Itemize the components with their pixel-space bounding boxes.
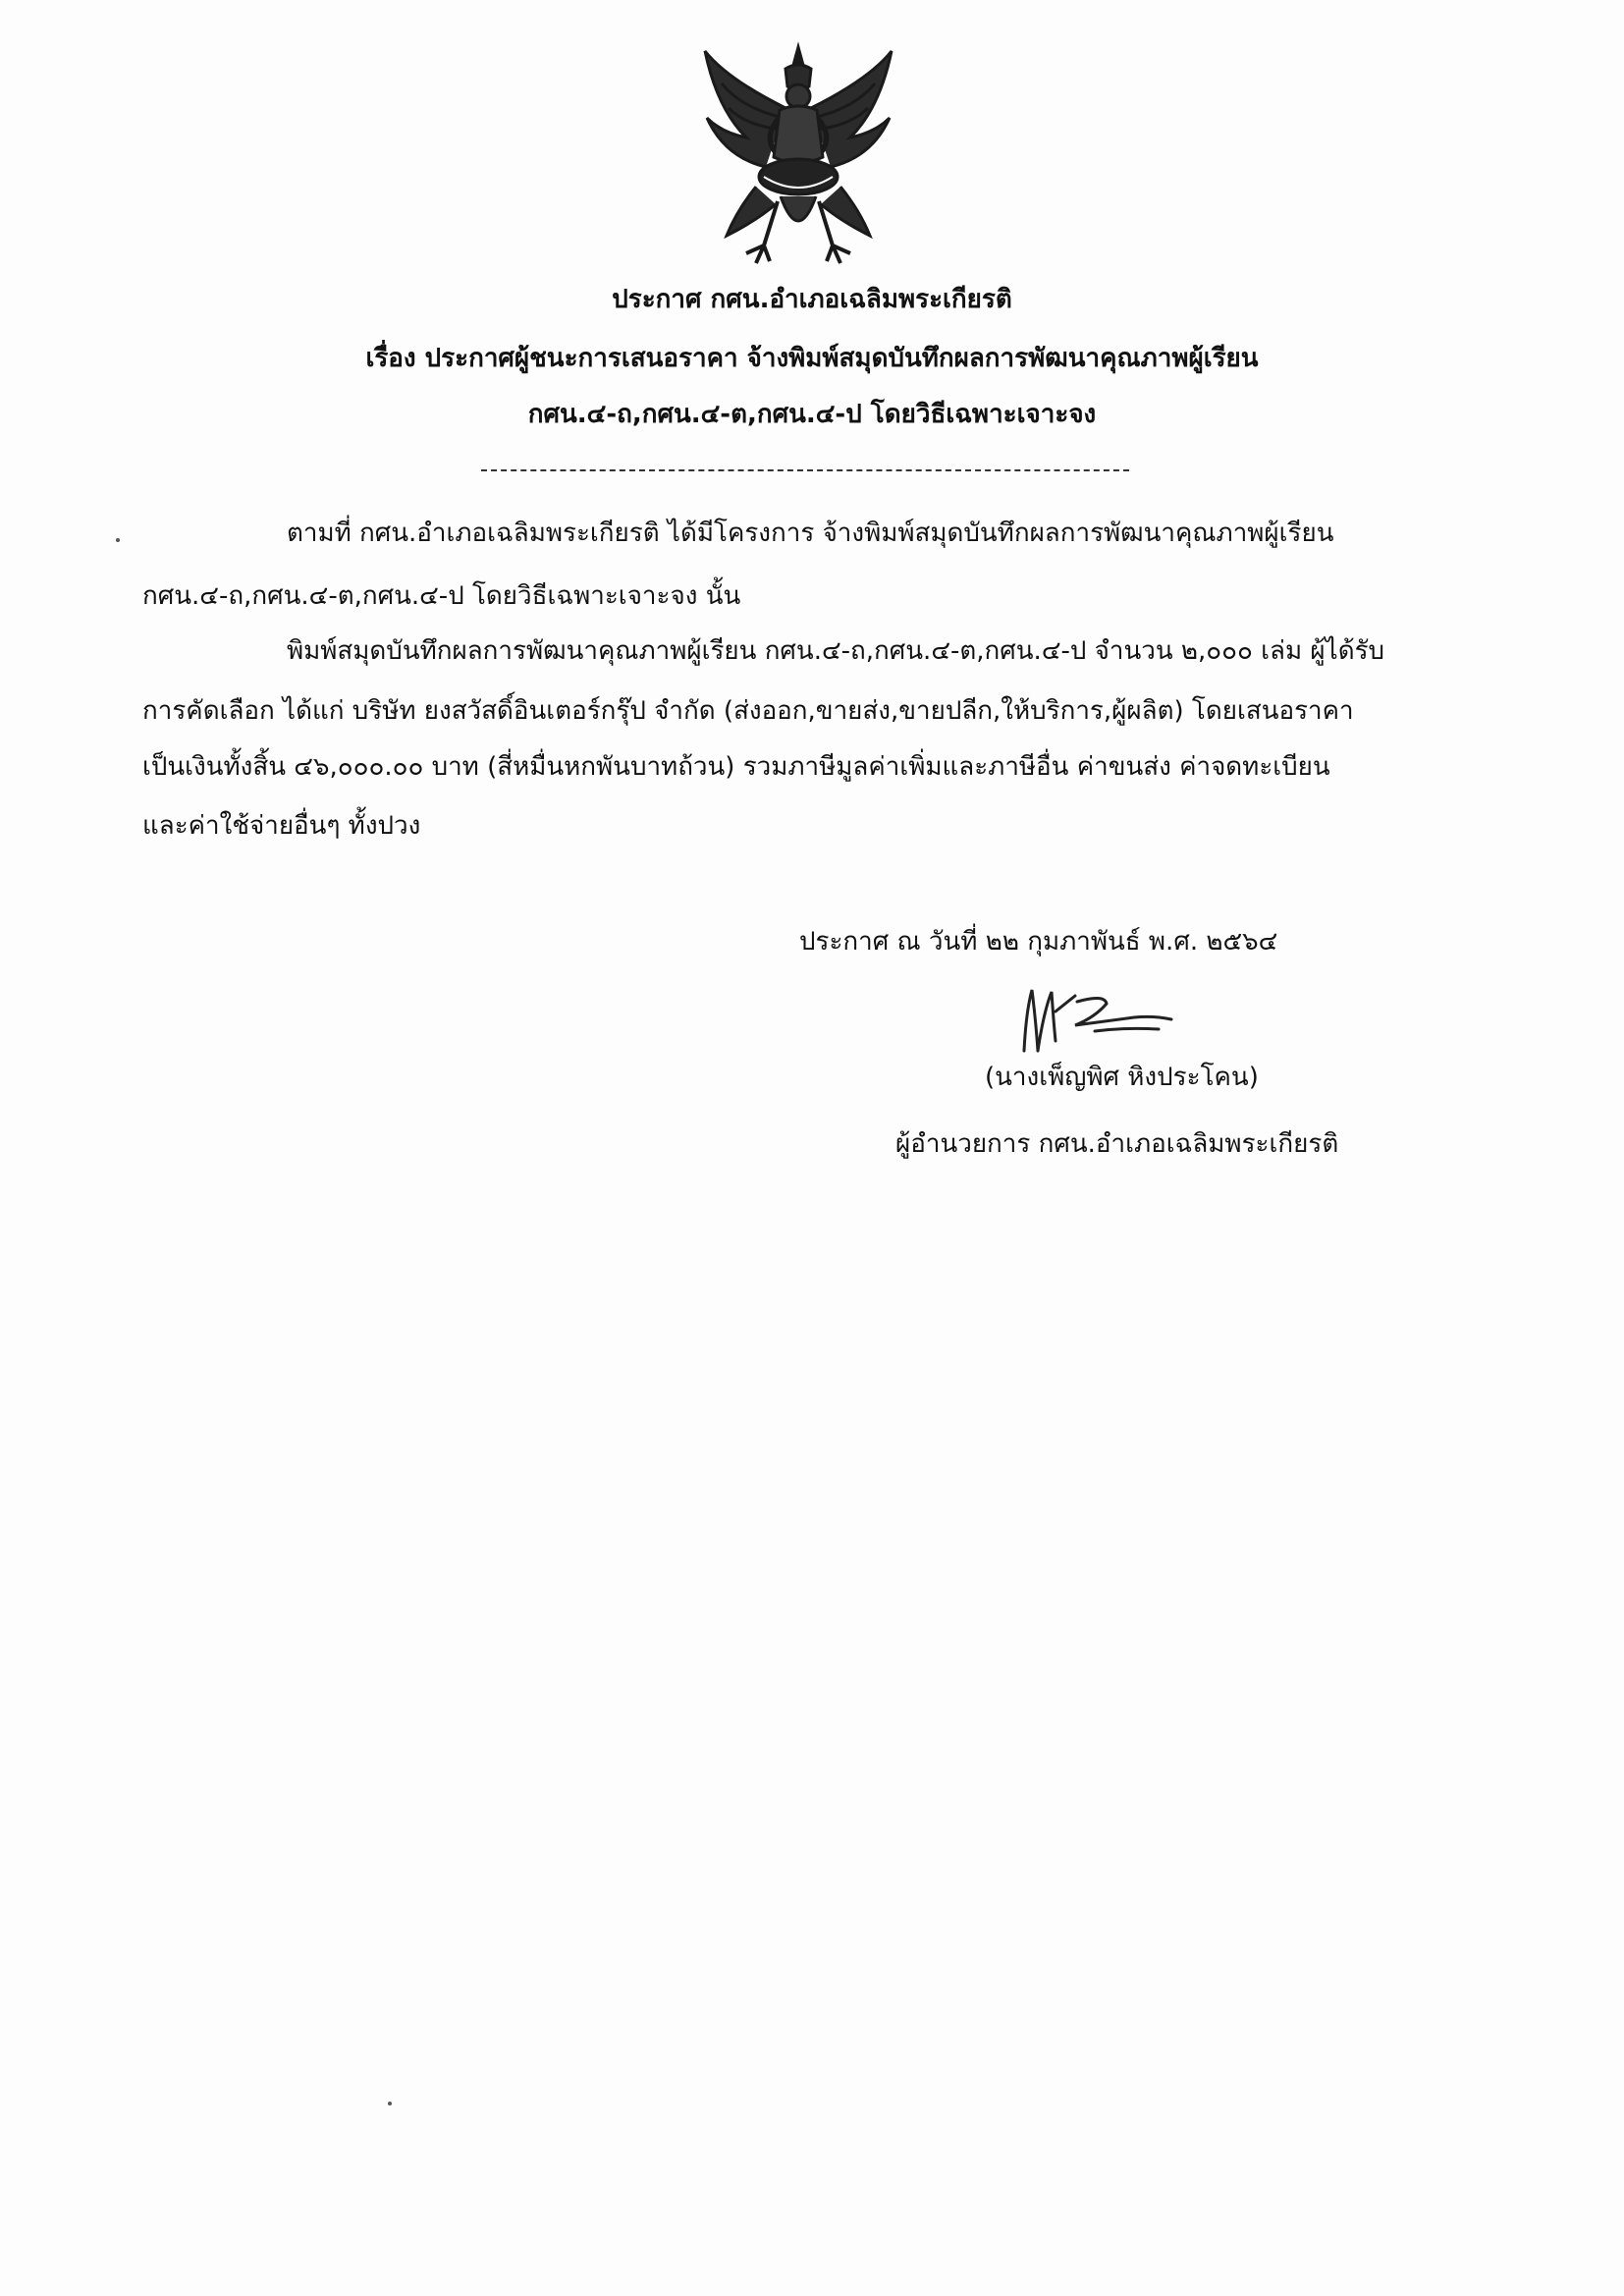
paragraph-2-line-1: พิมพ์สมุดบันทึกผลการพัฒนาคุณภาพผู้เรียน กศน.๔-ถ,กศน.๔-ต,กศน.๔-ป จำนวน ๒,๐๐๐ เล่ม ผู้ได้รับ xyxy=(287,636,1385,666)
handwritten-signature-icon xyxy=(997,982,1183,1061)
scan-speck xyxy=(388,2102,392,2105)
scan-speck xyxy=(116,538,120,542)
header-divider xyxy=(481,469,1129,471)
announcement-subject-continued: กศน.๔-ถ,กศน.๔-ต,กศน.๔-ป โดยวิธีเฉพาะเจาะจง xyxy=(527,400,1097,429)
paragraph-2-line-4: และค่าใช้จ่ายอื่นๆ ทั้งปวง xyxy=(142,811,421,841)
announcement-subject: เรื่อง ประกาศผู้ชนะการเสนอราคา จ้างพิมพ์สมุดบันทึกผลการพัฒนาคุณภาพผู้เรียน xyxy=(365,344,1259,373)
garuda-emblem-icon xyxy=(687,39,909,275)
signer-title: ผู้อำนวยการ กศน.อำเภอเฉลิมพระเกียรติ xyxy=(895,1129,1339,1159)
paragraph-1-line-2: กศน.๔-ถ,กศน.๔-ต,กศน.๔-ป โดยวิธีเฉพาะเจาะจง นั้น xyxy=(142,581,741,611)
announcement-date: ประกาศ ณ วันที่ ๒๒ กุมภาพันธ์ พ.ศ. ๒๕๖๔ xyxy=(799,927,1278,957)
announcement-title: ประกาศ กศน.อำเภอเฉลิมพระเกียรติ xyxy=(612,285,1012,314)
paragraph-2-line-2: การคัดเลือก ได้แก่ บริษัท ยงสวัสดิ์อินเตอร์กรุ๊ป จำกัด (ส่งออก,ขายส่ง,ขายปลีก,ให้บริการ,ผู้ผลิต) โดยเสนอราคา xyxy=(142,696,1354,726)
paragraph-2-line-3: เป็นเงินทั้งสิ้น ๔๖,๐๐๐.๐๐ บาท (สี่หมื่นหกพันบาทถ้วน) รวมภาษีมูลค่าเพิ่มและภาษีอื่น ค่าขนส่ง ค่าจดทะเบียน xyxy=(142,752,1330,782)
paragraph-1-line-1: ตามที่ กศน.อำเภอเฉลิมพระเกียรติ ได้มีโครงการ จ้างพิมพ์สมุดบันทึกผลการพัฒนาคุณภาพผู้เรียน xyxy=(287,519,1334,548)
signer-name: (นางเพ็ญพิศ หิงประโคน) xyxy=(985,1063,1259,1092)
